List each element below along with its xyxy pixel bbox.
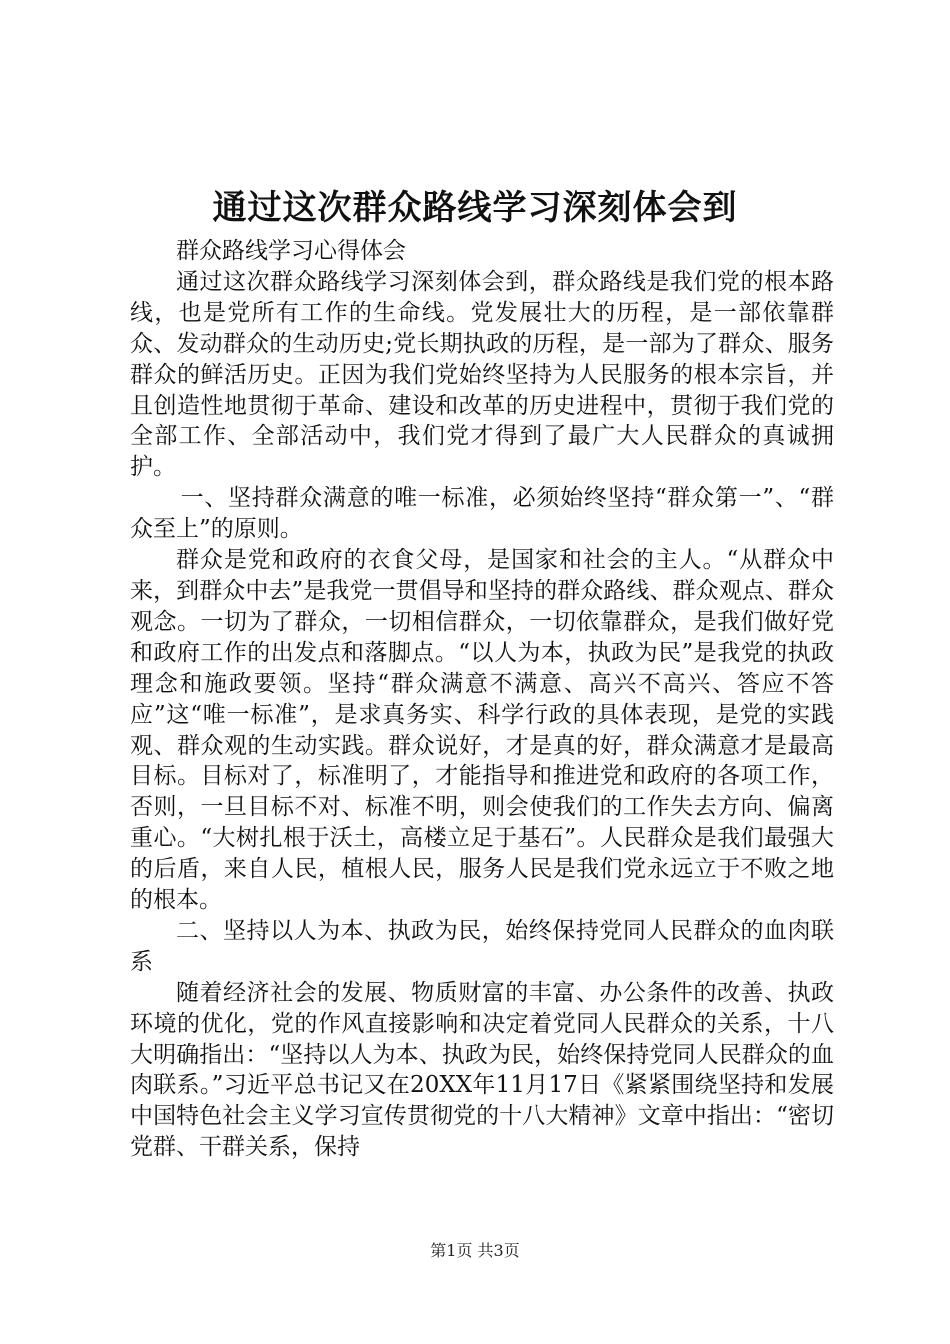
section-one-heading: 一、坚持群众满意的唯一标准，必须始终坚持“群众第一”、“群众至上”的原则。 xyxy=(130,485,834,543)
document-body xyxy=(130,236,834,1163)
section-two-heading: 二、坚持以人为本、执政为民，始终保持党同人民群众的血肉联系 xyxy=(130,917,834,975)
intro-paragraph: 通过这次群众路线学习深刻体会到，群众路线是我们党的根本路线，也是党所有工作的生命线。党发展壮大的历程，是一部依靠群众、发动群众的生动历史;党长期执政的历程，是一部为了群众、服务群众的鲜活历史。正因为我们党始终坚持为人民服务的根本宗旨，并且创造性地贯彻于革命、建设和改革的历史进程中，贯彻于我们党的全部工作、全部活动中，我们党才得到了最广大人民群众的真诚拥护。 xyxy=(130,268,834,481)
subtitle-paragraph: 群众路线学习心得体会 xyxy=(176,238,406,264)
section-two-paragraph: 随着经济社会的发展、物质财富的丰富、办公条件的改善、执政环境的优化，党的作风直接影响和决定着党同人民群众的关系，十八大明确指出：“坚持以人为本、执政为民，始终保持党同人民群众的血肉联系。”习近平总书记又在20XX年11月17日《紧紧围绕坚持和发展中国特色社会主义学习宣传贯彻党的十八大精神》文章中指出：“密切党群、干群关系，保持 xyxy=(130,979,834,1161)
section-one-paragraph: 群众是党和政府的衣食父母，是国家和社会的主人。“从群众中来，到群众中去”是我党一贯倡导和坚持的群众路线、群众观点、群众观念。一切为了群众，一切相信群众，一切依靠群众，是我们做好党和政府工作的出发点和落脚点。“以人为本，执政为民”是我党的执政理念和施政要领。坚持“群众满意不满意、高兴不高兴、答应不答应”这“唯一标准”，是求真务实、科学行政的具体表现，是党的实践观、群众观的生动实践。群众说好，才是真的好，群众满意才是最高目标。目标对了，标准明了，才能指导和推进党和政府的各项工作，否则，一旦目标不对、标准不明，则会使我们的工作失去方向、偏离重心。“大树扎根于沃土，高楼立足于基石”。人民群众是我们最强大的后盾，来自人民，植根人民，服务人民是我们党永远立于不败之地的根本。 xyxy=(130,547,834,914)
page-footer: 第1页 共3页 xyxy=(430,1241,520,1260)
document-title: 通过这次群众路线学习深刻体会到 xyxy=(212,188,738,228)
